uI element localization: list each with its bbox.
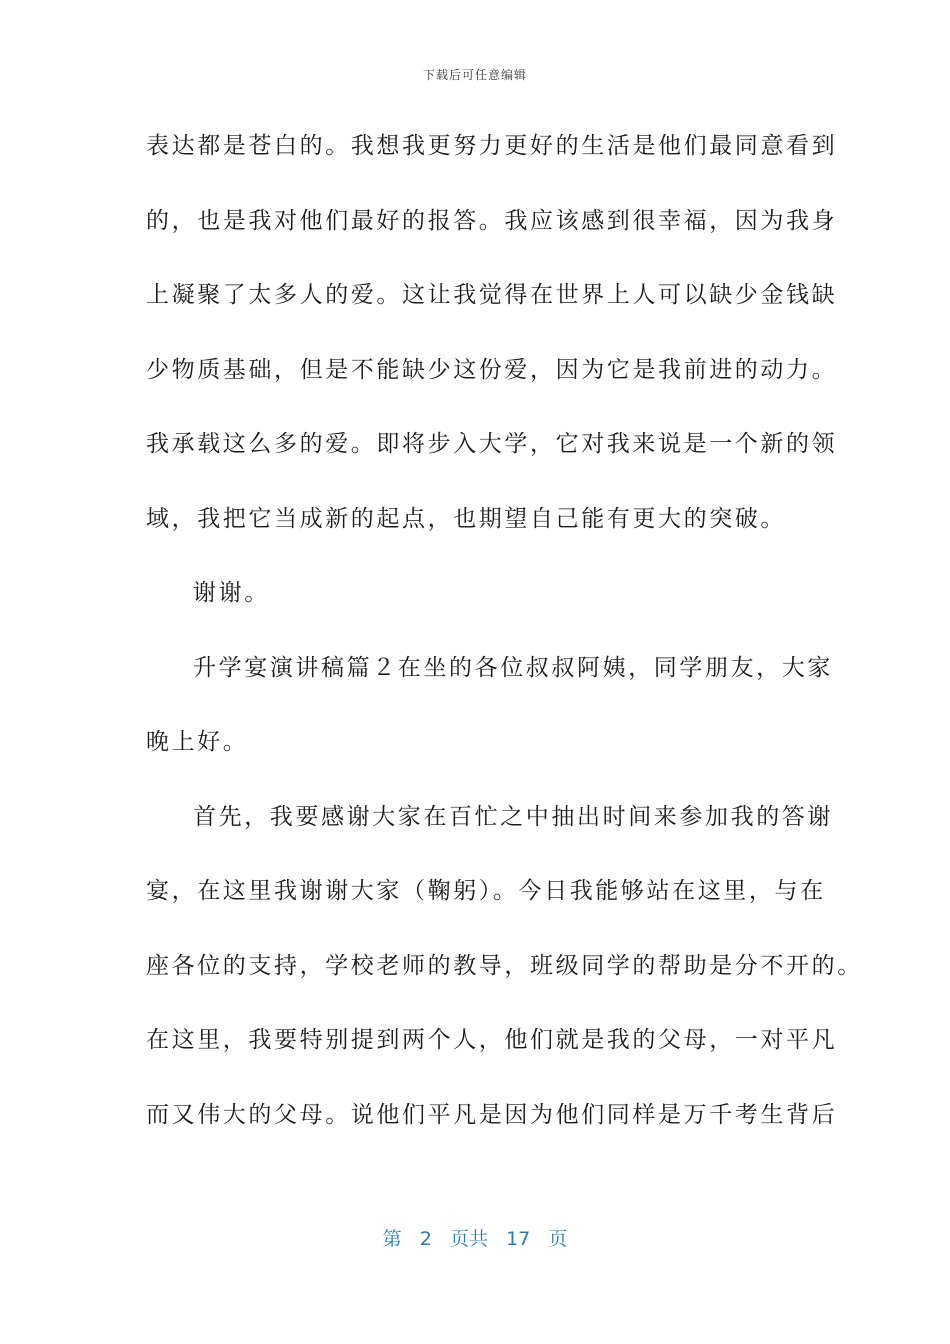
text-line: 的，也是我对他们最好的报答。我应该感到很幸福，因为我身 [146,207,838,234]
footer-middle: 页共 [449,1228,488,1250]
text-line: 我承载这么多的爱。即将步入大学，它对我来说是一个新的领 [146,431,838,457]
footer-prefix: 第 [382,1228,402,1250]
text-line: 座各位的支持，学校老师的教导，班级同学的帮助是分不开的。 [146,952,863,979]
text-line: 域，我把它当成新的起点，也期望自己能有更大的突破。 [146,505,786,532]
text-line: 表达都是苍白的。我想我更努力更好的生活是他们最同意看到 [146,133,838,159]
total-pages-number: 17 [506,1228,531,1250]
text-line: 首先，我要感谢大家在百忙之中抽出时间来参加我的答谢 [193,803,833,830]
text-line: 谢谢。 [193,580,270,606]
text-line: 晚上好。 [146,729,249,755]
footer-suffix: 页 [548,1228,568,1250]
text-line: 而又伟大的父母。说他们平凡是因为他们同样是万千考生背后 [146,1101,838,1128]
text-line: 在这里，我要特别提到两个人，他们就是我的父母，一对平凡 [146,1027,838,1053]
text-line: 宴，在这里我谢谢大家（鞠躬）。今日我能够站在这里，与在 [146,878,826,904]
text-line: 升学宴演讲稿篇２在坐的各位叔叔阿姨，同学朋友，大家 [193,654,833,681]
text-line: 少物质基础，但是不能缺少这份爱，因为它是我前进的动力。 [146,356,838,383]
text-line: 上凝聚了太多人的爱。这让我觉得在世界上人可以缺少金钱缺 [146,282,838,308]
document-body [146,126,863,1169]
page-footer [0,1224,950,1251]
page-header: 下载后可任意编辑 [422,68,527,82]
current-page-number: 2 [419,1228,432,1250]
